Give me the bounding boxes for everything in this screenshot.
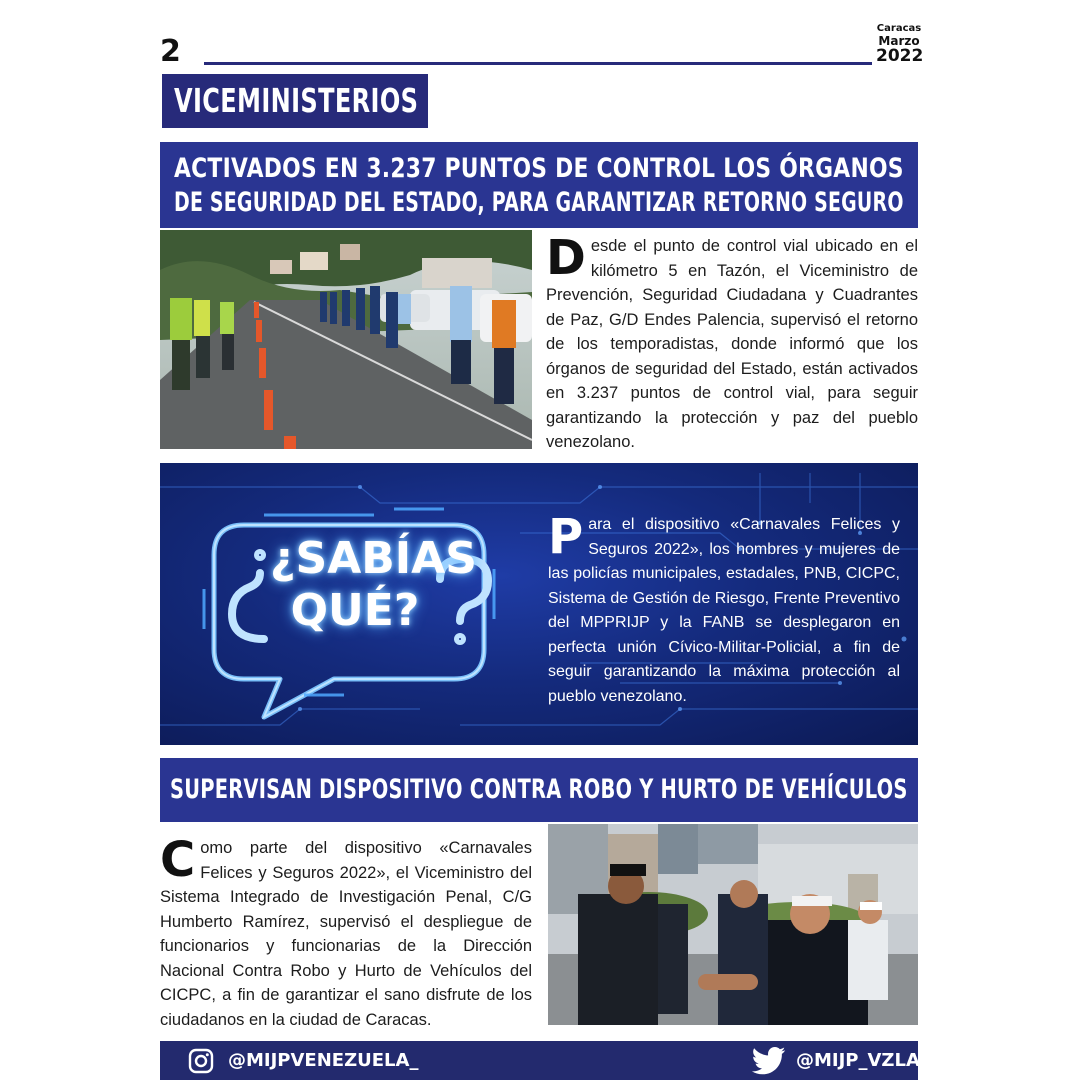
handshake-photo bbox=[548, 824, 918, 1025]
social-footer bbox=[160, 1041, 918, 1080]
did-you-know-title-line-2: QUÉ? bbox=[290, 585, 420, 636]
section-label-text: VICEMINISTERIOS bbox=[174, 81, 419, 120]
did-you-know-body-text: ara el dispositivo «Carnavales Felices y Seguros 2022», los hombres y mujeres de las policías municipales, estadales, PNB, CICPC, Sistema de Gestión de Riesgo, Frente Preventivo del MPPRIJP y la FANB se desplegaron en perfecta unión Cívico-Militar-Policial, a fin de seguir garantizando la máxima protección al pueblo venezolano. bbox=[548, 516, 900, 705]
checkpoint-photo bbox=[160, 230, 532, 449]
article-1-body bbox=[546, 230, 918, 455]
article-1-body-text: esde el punto de control vial ubicado en el kilómetro 5 en Tazón, el Viceministro de Prevención, Seguridad Ciudadana y Cuadrantes de Paz, G/D Endes Palencia, supervisó el retorno de los temporadistas, donde informó que los órganos de seguridad del Estado, están activados en 3.237 puntos de control vial, para seguir garantizando la protección y paz del pueblo venezolano. bbox=[546, 237, 918, 451]
issue-date bbox=[876, 24, 922, 65]
article-1-headline-line-1: ACTIVADOS EN 3.237 PUNTOS DE CONTROL LOS ÓRGANOS bbox=[174, 153, 904, 184]
header-divider bbox=[204, 62, 872, 65]
date-city: Caracas bbox=[876, 23, 922, 34]
date-month: Marzo bbox=[878, 34, 920, 48]
did-you-know-box bbox=[160, 463, 918, 745]
article-2-headline bbox=[160, 758, 918, 822]
date-year: 2022 bbox=[876, 46, 924, 66]
article-2-body bbox=[160, 832, 532, 1032]
article-2-body-text: omo parte del dispositivo «Carnavales Felices y Seguros 2022», el Viceministro del Sistema Integrado de Investigación Penal, C/G Humberto Ramírez, supervisó el despliegue de funcionarios y funcionarias de la Dirección Nacional Contra Robo y Hurto de Vehículos del CICPC, a fin de garantizar el sano disfrute de los ciudadanos en la ciudad de Caracas. bbox=[160, 839, 532, 1029]
article-2-dropcap: C bbox=[160, 832, 196, 888]
section-label bbox=[162, 74, 428, 128]
did-you-know-body bbox=[548, 509, 900, 709]
instagram-icon[interactable] bbox=[188, 1048, 214, 1074]
did-you-know-title-line-1: ¿SABÍAS bbox=[270, 533, 477, 584]
article-1-headline bbox=[160, 142, 918, 228]
did-you-know-dropcap: P bbox=[548, 509, 584, 565]
page-number: 2 bbox=[160, 34, 181, 69]
article-1-headline-line-2: DE SEGURIDAD DEL ESTADO, PARA GARANTIZAR RETORNO SEGURO bbox=[174, 187, 904, 218]
twitter-bird-icon[interactable] bbox=[752, 1047, 786, 1075]
article-2-headline-text: SUPERVISAN DISPOSITIVO CONTRA ROBO Y HURTO DE VEHÍCULOS bbox=[170, 774, 908, 805]
article-1-dropcap: D bbox=[546, 230, 586, 286]
did-you-know-title bbox=[270, 533, 477, 637]
twitter-handle[interactable]: @MIJP_VZLA bbox=[796, 1050, 920, 1071]
instagram-handle[interactable]: @MIJPVENEZUELA_ bbox=[228, 1050, 419, 1071]
